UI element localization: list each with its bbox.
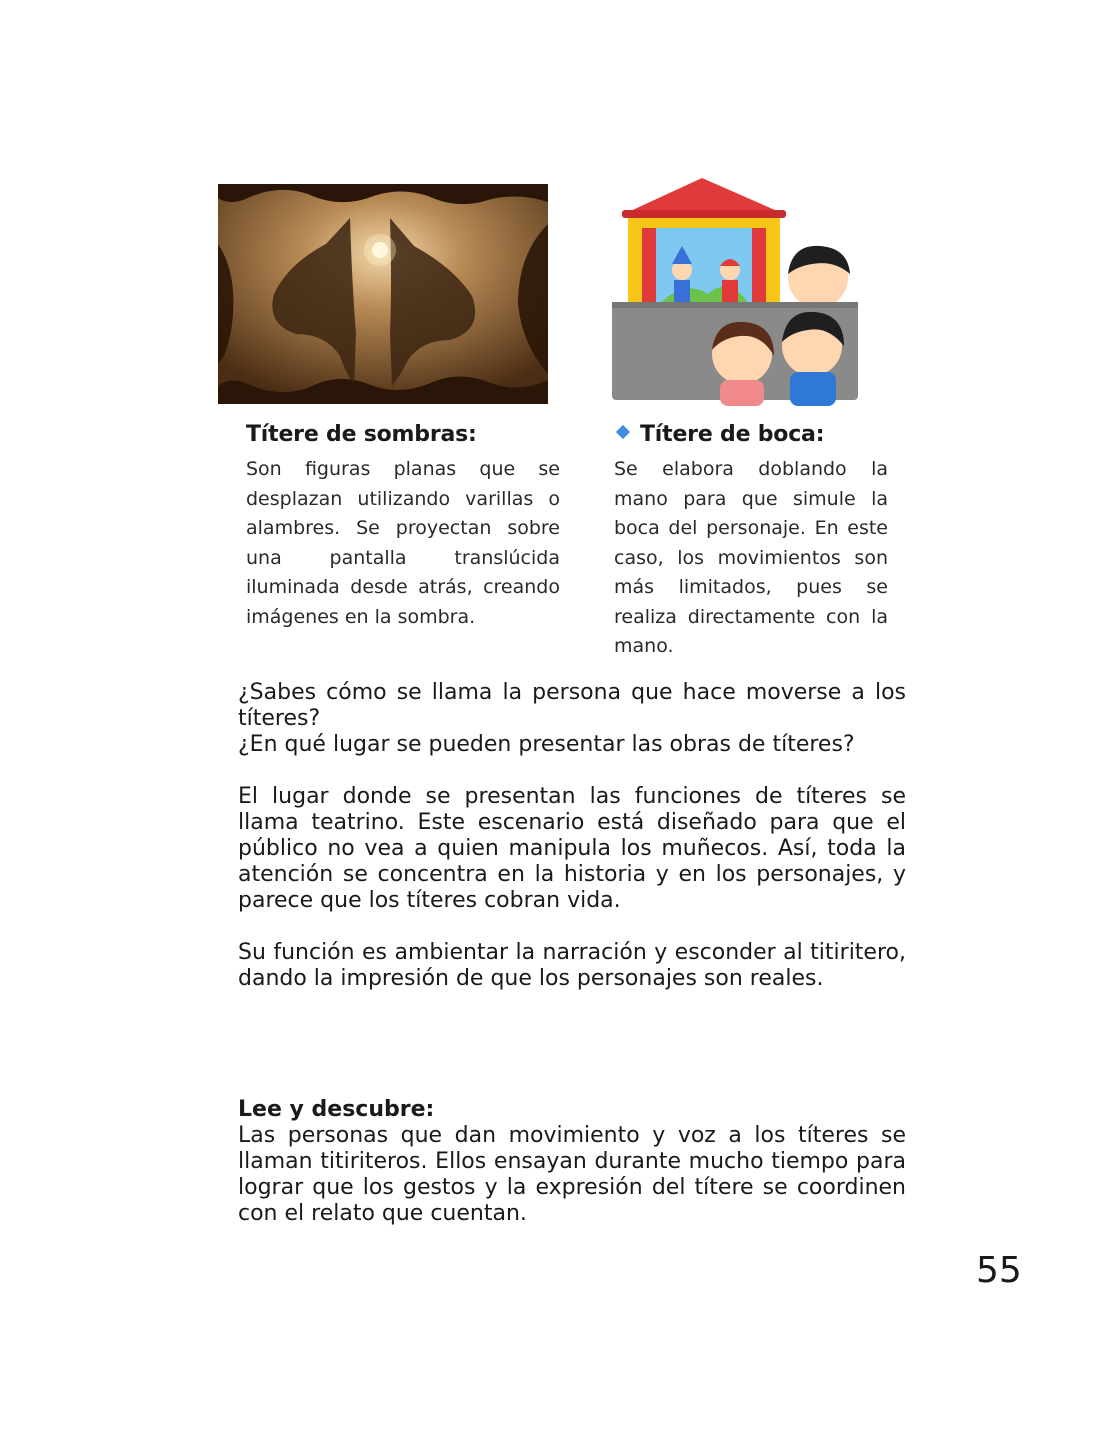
- card-title-boca: Títere de boca:: [640, 422, 825, 447]
- questions-block: [238, 680, 906, 758]
- paragraph-funcion: Su función es ambientar la narración y esconder al titiritero, dando la impresión de que los personajes son reales.: [238, 940, 906, 991]
- lee-descubre-title: Lee y descubre:: [238, 1097, 435, 1122]
- lee-descubre-text: Las personas que dan movimiento y voz a los títeres se llaman titiriteros. Ellos ensayan durante mucho tiempo para lograr que los gestos y la expresión del títere se coordinen con el relato que cuentan.: [238, 1123, 906, 1226]
- lee-descubre-block: [238, 1097, 906, 1227]
- question-1: ¿Sabes cómo se llama la persona que hace moverse a los títeres?: [238, 680, 906, 731]
- card-text-sombras: Son figuras planas que se desplazan utilizando varillas o alambres. Se proyectan sobre una pantalla translúcida iluminada desde atrás, creando imágenes en la sombra.: [246, 458, 560, 628]
- paragraph-teatrino: El lugar donde se presentan las funciones de títeres se llama teatrino. Este escenario está diseñado para que el público no vea a quien manipula los muñecos. Así, toda la atención se concentra en la historia y en los personajes, y parece que los títeres cobran vida.: [238, 784, 906, 913]
- card-title-boca-wrapper: [618, 422, 824, 447]
- diamond-bullet-icon: [616, 425, 630, 439]
- page-number: 55: [976, 1250, 1022, 1291]
- question-2: ¿En qué lugar se pueden presentar las obras de títeres?: [238, 732, 855, 757]
- shadow-puppet-photo: [218, 184, 548, 404]
- puppet-theater-illustration: [612, 174, 862, 406]
- card-text-boca: Se elabora doblando la mano para que simule la boca del personaje. En este caso, los movimientos son más limitados, pues se realiza directamente con la mano.: [614, 458, 888, 657]
- card-title-sombras: Títere de sombras:: [246, 422, 477, 447]
